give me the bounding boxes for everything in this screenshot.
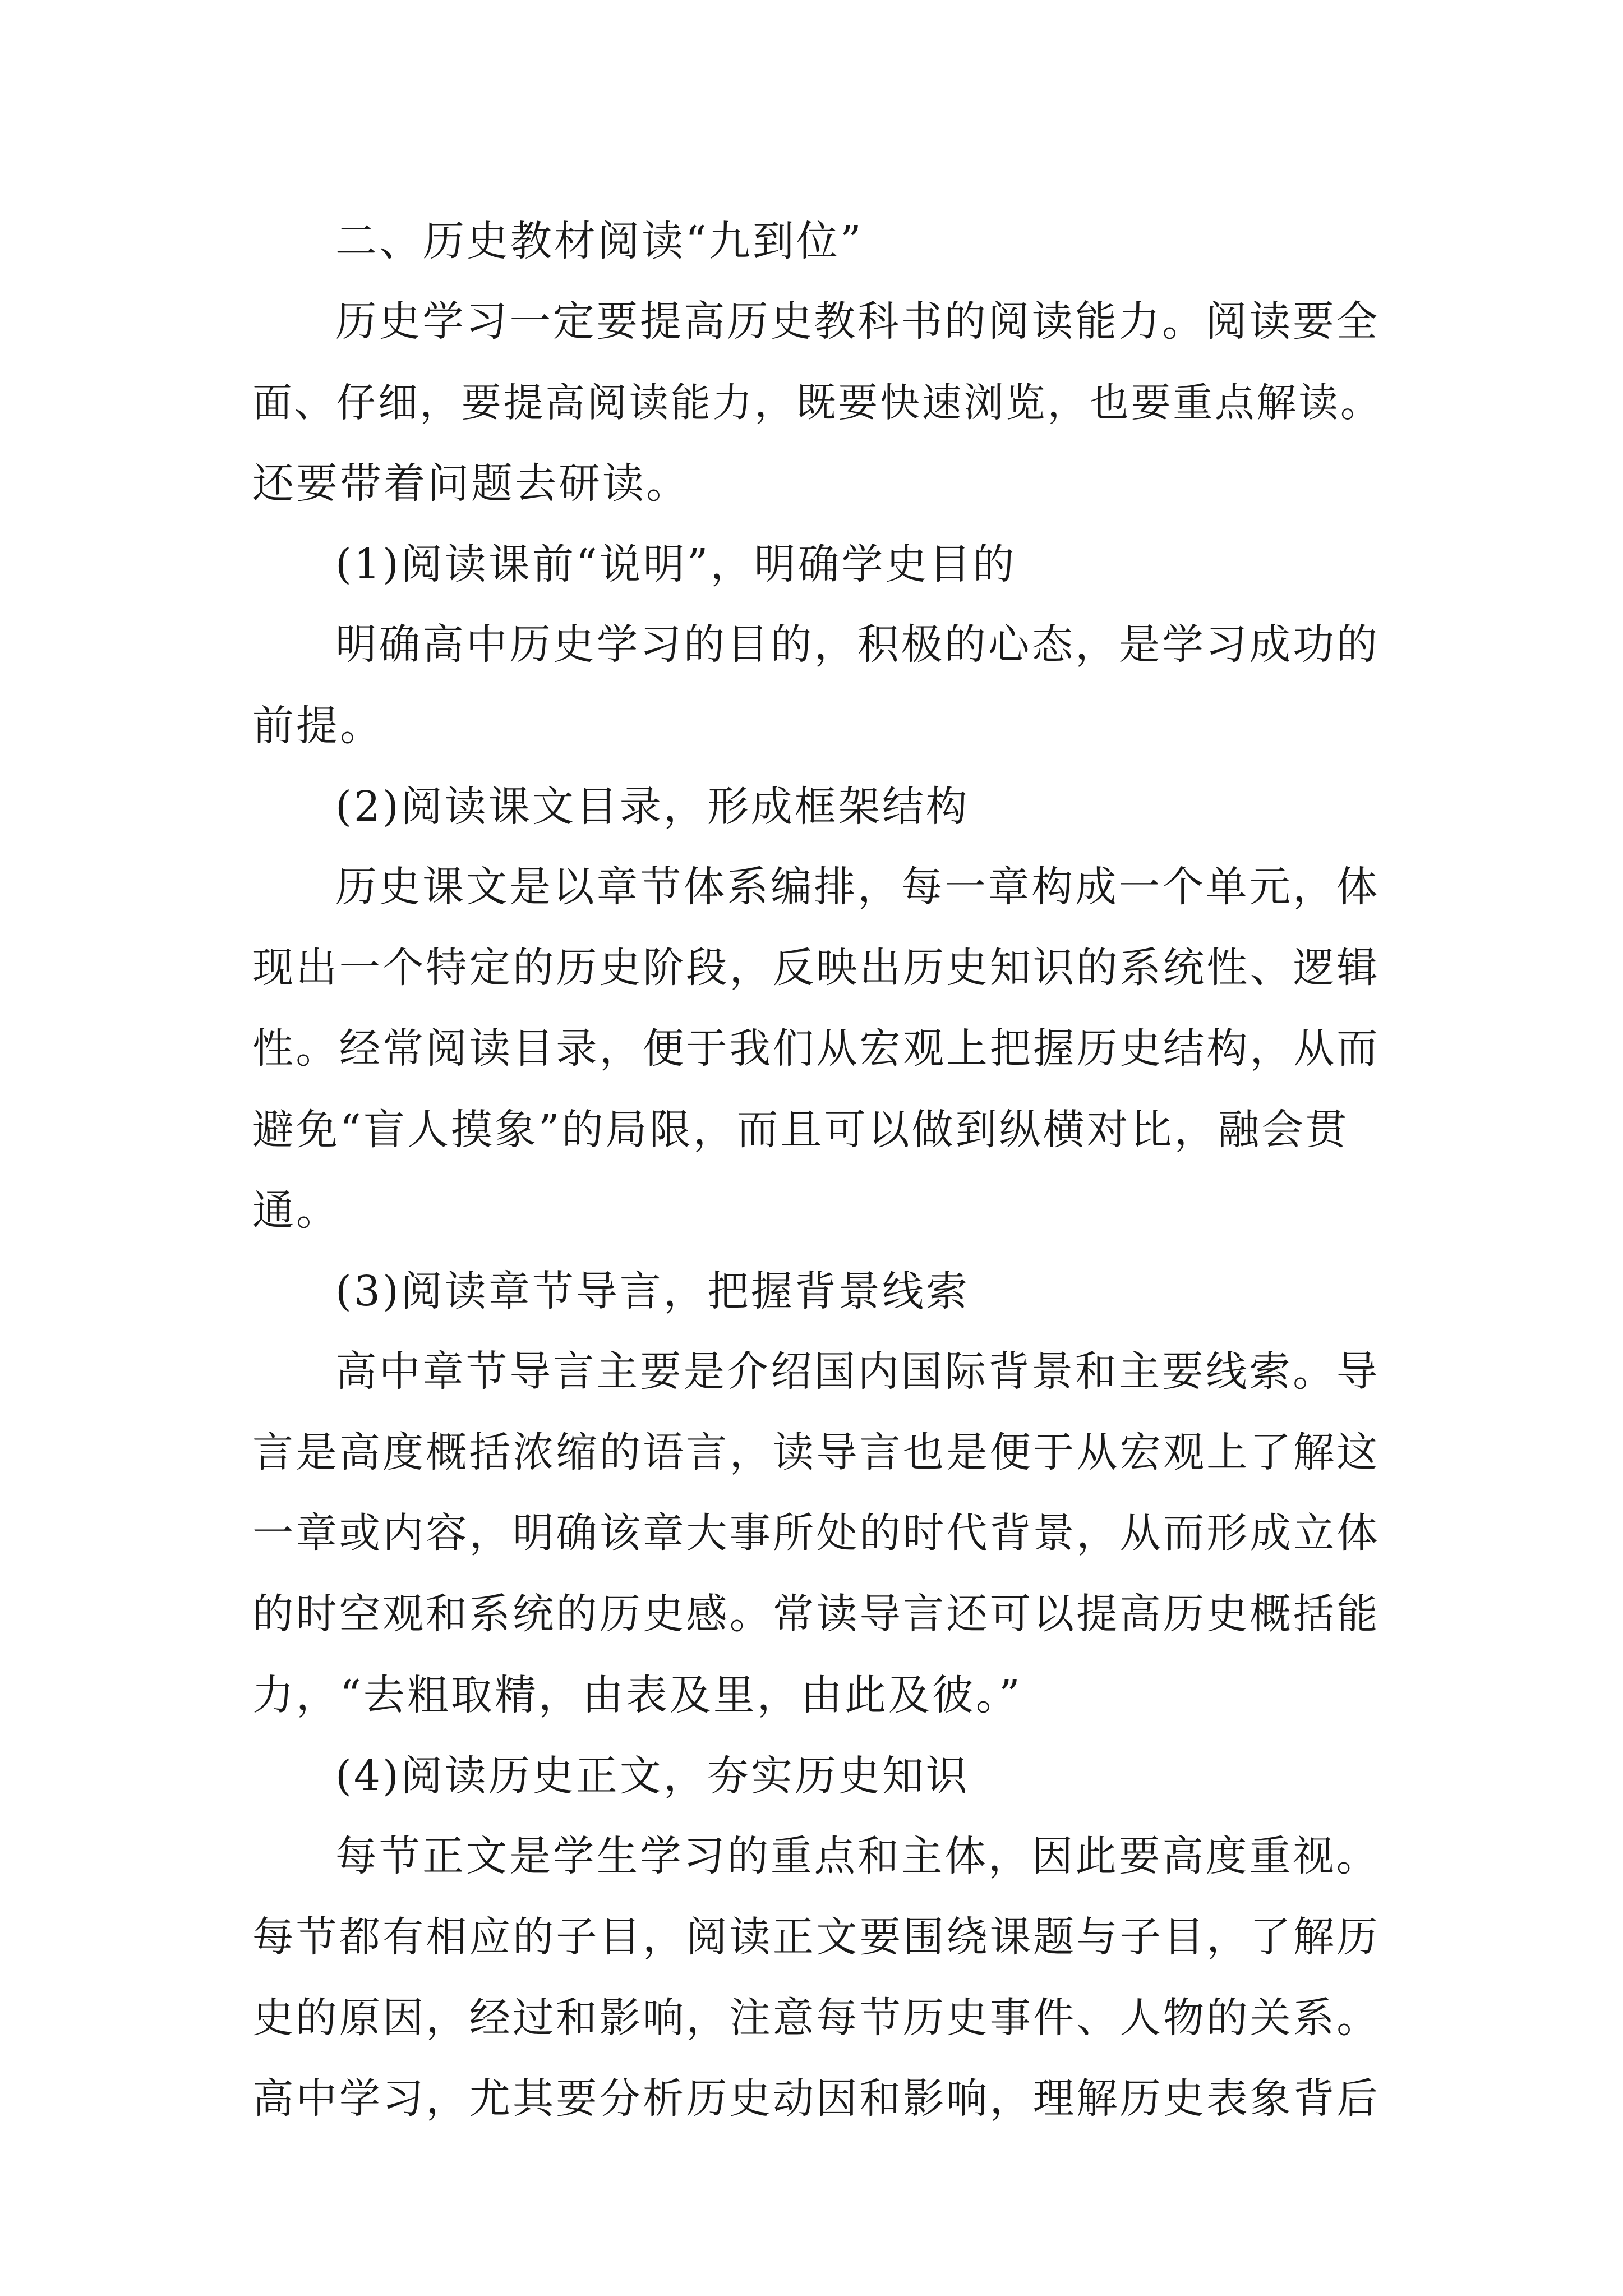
paragraph-line: 通。 xyxy=(252,1186,340,1235)
body-text xyxy=(252,201,1380,2139)
paragraph-line: 每节正文是学生学习的重点和主体，因此要高度重视。 xyxy=(335,1833,1380,1880)
subheading-4: (4)阅读历史正文，夯实历史知识 xyxy=(335,1752,970,1800)
paragraph-line: 史的原因，经过和影响，注意每节历史事件、人物的关系。 xyxy=(252,1994,1380,2042)
paragraph-line: 面、仔细，要提高阅读能力，既要快速浏览，也要重点解读。 xyxy=(252,379,1382,426)
paragraph-line: 高中学习，尤其要分析历史动因和影响，理解历史表象背后 xyxy=(252,2075,1380,2123)
paragraph-line: 高中章节导言主要是介绍国内国际背景和主要线索。导 xyxy=(335,1348,1380,1396)
paragraph-line: 现出一个特定的历史阶段，反映出历史知识的系统性、逻辑 xyxy=(252,944,1380,992)
paragraph-line: 前提。 xyxy=(252,702,384,750)
subheading-2: (2)阅读课文目录，形成框架结构 xyxy=(335,783,970,831)
paragraph-line: 还要带着问题去研读。 xyxy=(252,459,690,508)
paragraph-line: 历史课文是以章节体系编排，每一章构成一个单元，体 xyxy=(335,863,1380,911)
section-heading: 二、历史教材阅读“九到位” xyxy=(335,217,864,265)
paragraph-line: 避免“盲人摸象”的局限，而且可以做到纵横对比，融会贯 xyxy=(252,1106,1349,1154)
paragraph-line: 明确高中历史学习的目的，积极的心态，是学习成功的 xyxy=(335,621,1380,669)
paragraph-line: 历史学习一定要提高历史教科书的阅读能力。阅读要全 xyxy=(335,298,1380,346)
paragraph-line: 性。经常阅读目录，便于我们从宏观上把握历史结构，从而 xyxy=(252,1025,1380,1073)
paragraph-line: 每节都有相应的子目，阅读正文要围绕课题与子目，了解历 xyxy=(252,1913,1380,1961)
paragraph-line: 力，“去粗取精，由表及里，由此及彼。” xyxy=(252,1671,1022,1719)
paragraph-line: 的时空观和系统的历史感。常读导言还可以提高历史概括能 xyxy=(252,1590,1380,1638)
subheading-1: (1)阅读课前“说明”，明确学史目的 xyxy=(335,540,1017,588)
subheading-3: (3)阅读章节导言，把握背景线索 xyxy=(335,1267,970,1315)
paragraph-line: 言是高度概括浓缩的语言，读导言也是便于从宏观上了解这 xyxy=(252,1429,1380,1476)
paragraph-line: 一章或内容，明确该章大事所处的时代背景，从而形成立体 xyxy=(252,1510,1380,1557)
